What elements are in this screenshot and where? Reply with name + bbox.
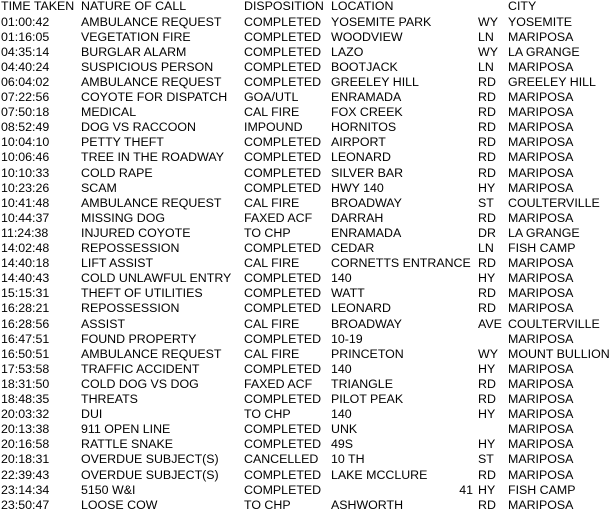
time-cell: 04:35:14 xyxy=(1,44,50,59)
street-type-cell: RD xyxy=(478,497,496,512)
city-cell: MARIPOSA xyxy=(508,392,574,406)
location-cell: WOODVIEW xyxy=(331,29,403,44)
street-type-cell: ST xyxy=(478,195,494,210)
disposition-cell: COMPLETED xyxy=(244,301,322,316)
location-cell: ASHWORTH xyxy=(331,497,404,512)
city-cell: MARIPOSA xyxy=(508,150,574,165)
table-row xyxy=(0,241,614,256)
street-type-cell: RD xyxy=(478,301,496,316)
table-row xyxy=(0,362,614,377)
street-type-cell: RD xyxy=(478,74,496,89)
time-cell: 18:31:50 xyxy=(1,376,50,391)
city-cell: COULTERVILLE xyxy=(508,195,600,210)
disposition-cell: CAL FIRE xyxy=(244,195,300,210)
time-cell: 20:03:32 xyxy=(1,407,50,422)
city-cell: MARIPOSA xyxy=(508,331,574,346)
table-row xyxy=(0,286,614,301)
city-cell: MARIPOSA xyxy=(508,59,574,74)
header-city: CITY xyxy=(508,0,537,13)
table-row xyxy=(0,60,614,75)
city-cell: MARIPOSA xyxy=(508,407,574,422)
table-row xyxy=(0,437,614,452)
nature-cell: AMBULANCE REQUEST xyxy=(81,346,222,361)
city-cell: MARIPOSA xyxy=(508,286,574,301)
disposition-cell: GOA/UTL xyxy=(244,90,299,104)
table-row xyxy=(0,120,614,135)
time-cell: 07:22:56 xyxy=(1,90,50,104)
table-row xyxy=(0,468,614,483)
disposition-cell: CAL FIRE xyxy=(244,316,300,331)
table-row xyxy=(0,498,614,513)
time-cell: 10:06:46 xyxy=(1,150,50,165)
disposition-cell: COMPLETED xyxy=(244,59,322,74)
time-cell: 06:04:02 xyxy=(1,74,50,89)
city-cell: GREELEY HILL xyxy=(508,74,596,89)
nature-cell: MISSING DOG xyxy=(81,210,165,225)
location-cell: BROADWAY xyxy=(331,195,402,210)
city-cell: YOSEMITE xyxy=(508,14,573,29)
disposition-cell: TO CHP xyxy=(244,225,291,240)
disposition-cell: COMPLETED xyxy=(244,165,322,180)
street-type-cell: WY xyxy=(478,44,498,59)
location-cell: PRINCETON xyxy=(331,346,404,361)
city-cell: MARIPOSA xyxy=(508,361,574,376)
city-cell: MARIPOSA xyxy=(508,105,574,120)
time-cell: 14:40:18 xyxy=(1,256,50,271)
nature-cell: THREATS xyxy=(81,392,138,406)
street-type-cell: RD xyxy=(478,256,496,271)
time-cell: 20:18:31 xyxy=(1,452,50,467)
time-cell: 22:39:43 xyxy=(1,467,50,482)
disposition-cell: COMPLETED xyxy=(244,241,322,255)
disposition-cell: COMPLETED xyxy=(244,392,322,406)
time-cell: 01:16:05 xyxy=(1,29,50,44)
nature-cell: PETTY THEFT xyxy=(81,135,164,150)
street-number-cell: 41 xyxy=(459,482,473,497)
city-cell: MARIPOSA xyxy=(508,29,574,44)
street-type-cell: HY xyxy=(478,437,496,452)
nature-cell: SCAM xyxy=(81,180,117,195)
location-cell: ENRAMADA xyxy=(331,90,402,104)
nature-cell: 5150 W&I xyxy=(81,482,136,497)
nature-cell: SUSPICIOUS PERSON xyxy=(81,59,214,74)
disposition-cell: COMPLETED xyxy=(244,286,322,301)
disposition-cell: COMPLETED xyxy=(244,150,322,165)
disposition-cell: COMPLETED xyxy=(244,331,322,346)
disposition-cell: COMPLETED xyxy=(244,437,322,452)
street-type-cell: HY xyxy=(478,407,496,422)
city-cell: MARIPOSA xyxy=(508,376,574,391)
nature-cell: TRAFFIC ACCIDENT xyxy=(81,361,200,376)
disposition-cell: COMPLETED xyxy=(244,361,322,376)
nature-cell: COLD DOG VS DOG xyxy=(81,376,199,391)
table-row xyxy=(0,407,614,422)
street-type-cell: RD xyxy=(478,120,496,135)
street-type-cell: LN xyxy=(478,29,494,44)
disposition-cell: TO CHP xyxy=(244,407,291,422)
city-cell: MARIPOSA xyxy=(508,210,574,225)
nature-cell: AMBULANCE REQUEST xyxy=(81,195,222,210)
table-row xyxy=(0,347,614,362)
disposition-cell: COMPLETED xyxy=(244,482,322,497)
location-cell: PILOT PEAK xyxy=(331,392,404,406)
time-cell: 04:40:24 xyxy=(1,59,50,74)
disposition-cell: CAL FIRE xyxy=(244,256,300,271)
city-cell: LA GRANGE xyxy=(508,225,580,240)
disposition-cell: COMPLETED xyxy=(244,271,322,286)
table-row xyxy=(0,317,614,332)
disposition-cell: COMPLETED xyxy=(244,135,322,150)
time-cell: 11:24:38 xyxy=(1,225,49,240)
street-type-cell: HY xyxy=(478,180,496,195)
location-cell: UNK xyxy=(331,422,358,437)
nature-cell: ASSIST xyxy=(81,316,126,331)
nature-cell: BURGLAR ALARM xyxy=(81,44,187,59)
street-type-cell: RD xyxy=(478,150,496,165)
city-cell: MARIPOSA xyxy=(508,271,574,286)
time-cell: 23:14:34 xyxy=(1,482,50,497)
street-type-cell: RD xyxy=(478,467,496,482)
street-type-cell: ST xyxy=(478,452,494,467)
nature-cell: TREE IN THE ROADWAY xyxy=(81,150,224,165)
nature-cell: REPOSSESSION xyxy=(81,301,180,316)
city-cell: MARIPOSA xyxy=(508,180,574,195)
table-row xyxy=(0,196,614,211)
disposition-cell: FAXED ACF xyxy=(244,210,313,225)
street-type-cell: WY xyxy=(478,14,498,29)
table-row xyxy=(0,166,614,181)
city-cell: MARIPOSA xyxy=(508,256,574,271)
table-row xyxy=(0,105,614,120)
time-cell: 08:52:49 xyxy=(1,120,50,135)
table-row xyxy=(0,150,614,165)
street-type-cell: RD xyxy=(478,105,496,120)
time-cell: 14:02:48 xyxy=(1,241,50,255)
time-cell: 10:10:33 xyxy=(1,165,50,180)
header-time-taken: TIME TAKEN xyxy=(1,0,75,13)
header-disposition: DISPOSITION xyxy=(244,0,324,13)
time-cell: 18:48:35 xyxy=(1,392,50,406)
time-cell: 14:40:43 xyxy=(1,271,50,286)
time-cell: 20:13:38 xyxy=(1,422,50,437)
city-cell: FISH CAMP xyxy=(508,482,576,497)
time-cell: 16:50:51 xyxy=(1,346,50,361)
city-cell: MARIPOSA xyxy=(508,120,574,135)
city-cell: MARIPOSA xyxy=(508,452,574,467)
location-cell: LAZO xyxy=(331,44,364,59)
nature-cell: DOG VS RACCOON xyxy=(81,120,196,135)
location-cell: TRIANGLE xyxy=(331,376,393,391)
table-row xyxy=(0,422,614,437)
nature-cell: COLD RAPE xyxy=(81,165,153,180)
nature-cell: INJURED COYOTE xyxy=(81,225,191,240)
nature-cell: LOOSE COW xyxy=(81,497,158,512)
table-row xyxy=(0,135,614,150)
disposition-cell: COMPLETED xyxy=(244,74,322,89)
location-cell: SILVER BAR xyxy=(331,165,404,180)
city-cell: MARIPOSA xyxy=(508,135,574,150)
city-cell: MARIPOSA xyxy=(508,90,574,104)
table-row xyxy=(0,75,614,90)
street-type-cell: LN xyxy=(478,241,494,255)
table-row xyxy=(0,452,614,467)
nature-cell: REPOSSESSION xyxy=(81,241,180,255)
time-cell: 01:00:42 xyxy=(1,14,50,29)
location-cell: BROADWAY xyxy=(331,316,402,331)
street-type-cell: RD xyxy=(478,90,496,104)
disposition-cell: COMPLETED xyxy=(244,29,322,44)
street-type-cell: HY xyxy=(478,361,496,376)
location-cell: FOX CREEK xyxy=(331,105,403,120)
location-cell: HORNITOS xyxy=(331,120,397,135)
city-cell: MARIPOSA xyxy=(508,467,574,482)
street-type-cell: RD xyxy=(478,165,496,180)
city-cell: MARIPOSA xyxy=(508,165,574,180)
time-cell: 16:28:56 xyxy=(1,316,50,331)
location-cell: AIRPORT xyxy=(331,135,386,150)
table-row xyxy=(0,301,614,316)
table-row xyxy=(0,226,614,241)
table-row xyxy=(0,271,614,286)
table-row xyxy=(0,256,614,271)
nature-cell: THEFT OF UTILITIES xyxy=(81,286,203,301)
street-type-cell: AVE xyxy=(478,316,502,331)
location-cell: LEONARD xyxy=(331,150,391,165)
nature-cell: AMBULANCE REQUEST xyxy=(81,14,222,29)
nature-cell: VEGETATION FIRE xyxy=(81,29,191,44)
nature-cell: AMBULANCE REQUEST xyxy=(81,74,222,89)
time-cell: 15:15:31 xyxy=(1,286,50,301)
nature-cell: OVERDUE SUBJECT(S) xyxy=(81,467,219,482)
time-cell: 10:41:48 xyxy=(1,195,50,210)
location-cell: CEDAR xyxy=(331,241,375,255)
nature-cell: MEDICAL xyxy=(81,105,137,120)
table-row xyxy=(0,15,614,30)
street-type-cell: LN xyxy=(478,59,494,74)
disposition-cell: FAXED ACF xyxy=(244,376,313,391)
street-type-cell: RD xyxy=(478,376,496,391)
time-cell: 10:23:26 xyxy=(1,180,50,195)
nature-cell: DUI xyxy=(81,407,103,422)
time-cell: 16:47:51 xyxy=(1,331,50,346)
city-cell: MARIPOSA xyxy=(508,301,574,316)
disposition-cell: IMPOUND xyxy=(244,120,303,135)
table-row xyxy=(0,483,614,498)
location-cell: LAKE MCCLURE xyxy=(331,467,428,482)
nature-cell: FOUND PROPERTY xyxy=(81,331,197,346)
city-cell: MARIPOSA xyxy=(508,497,574,512)
time-cell: 07:50:18 xyxy=(1,105,50,120)
location-cell: BOOTJACK xyxy=(331,59,398,74)
disposition-cell: TO CHP xyxy=(244,497,291,512)
location-cell: 10 TH xyxy=(331,452,365,467)
header-location: LOCATION xyxy=(331,0,394,13)
street-type-cell: RD xyxy=(478,210,496,225)
disposition-cell: COMPLETED xyxy=(244,422,322,437)
table-row xyxy=(0,90,614,105)
table-row xyxy=(0,211,614,226)
disposition-cell: COMPLETED xyxy=(244,14,322,29)
street-type-cell: RD xyxy=(478,135,496,150)
city-cell: LA GRANGE xyxy=(508,44,580,59)
location-cell: HWY 140 xyxy=(331,180,384,195)
nature-cell: COLD UNLAWFUL ENTRY xyxy=(81,271,232,286)
disposition-cell: COMPLETED xyxy=(244,467,322,482)
disposition-cell: CAL FIRE xyxy=(244,346,300,361)
table-row xyxy=(0,45,614,60)
location-cell: 140 xyxy=(331,271,352,286)
header-row xyxy=(0,0,614,14)
disposition-cell: CAL FIRE xyxy=(244,105,300,120)
disposition-cell: COMPLETED xyxy=(244,44,322,59)
time-cell: 17:53:58 xyxy=(1,361,50,376)
time-cell: 20:16:58 xyxy=(1,437,50,452)
location-cell: YOSEMITE PARK xyxy=(331,14,432,29)
location-cell: 49S xyxy=(331,437,354,452)
header-nature-of-call: NATURE OF CALL xyxy=(81,0,187,13)
street-type-cell: RD xyxy=(478,286,496,301)
time-cell: 10:04:10 xyxy=(1,135,50,150)
table-row xyxy=(0,392,614,407)
disposition-cell: CANCELLED xyxy=(244,452,319,467)
location-cell: WATT xyxy=(331,286,365,301)
location-cell: 140 xyxy=(331,361,352,376)
city-cell: MARIPOSA xyxy=(508,422,574,437)
location-cell: CORNETTS ENTRANCE xyxy=(331,256,471,271)
location-cell: LEONARD xyxy=(331,301,391,316)
street-type-cell: RD xyxy=(478,392,496,406)
street-type-cell: HY xyxy=(478,482,496,497)
time-cell: 10:44:37 xyxy=(1,210,50,225)
street-type-cell: DR xyxy=(478,225,496,240)
location-cell: ENRAMADA xyxy=(331,225,402,240)
city-cell: MOUNT BULLION xyxy=(508,346,610,361)
city-cell: MARIPOSA xyxy=(508,437,574,452)
city-cell: FISH CAMP xyxy=(508,241,576,255)
location-cell: 140 xyxy=(331,407,352,422)
disposition-cell: COMPLETED xyxy=(244,180,322,195)
location-cell: 10-19 xyxy=(331,331,363,346)
time-cell: 16:28:21 xyxy=(1,301,50,316)
nature-cell: OVERDUE SUBJECT(S) xyxy=(81,452,219,467)
table-row xyxy=(0,332,614,347)
nature-cell: RATTLE SNAKE xyxy=(81,437,174,452)
location-cell: GREELEY HILL xyxy=(331,74,419,89)
table-row xyxy=(0,181,614,196)
nature-cell: 911 OPEN LINE xyxy=(81,422,171,437)
nature-cell: LIFT ASSIST xyxy=(81,256,154,271)
nature-cell: COYOTE FOR DISPATCH xyxy=(81,90,228,104)
table-row xyxy=(0,30,614,45)
street-type-cell: WY xyxy=(478,346,498,361)
time-cell: 23:50:47 xyxy=(1,497,50,512)
city-cell: COULTERVILLE xyxy=(508,316,600,331)
location-cell: DARRAH xyxy=(331,210,384,225)
street-type-cell: HY xyxy=(478,271,496,286)
table-row xyxy=(0,377,614,392)
